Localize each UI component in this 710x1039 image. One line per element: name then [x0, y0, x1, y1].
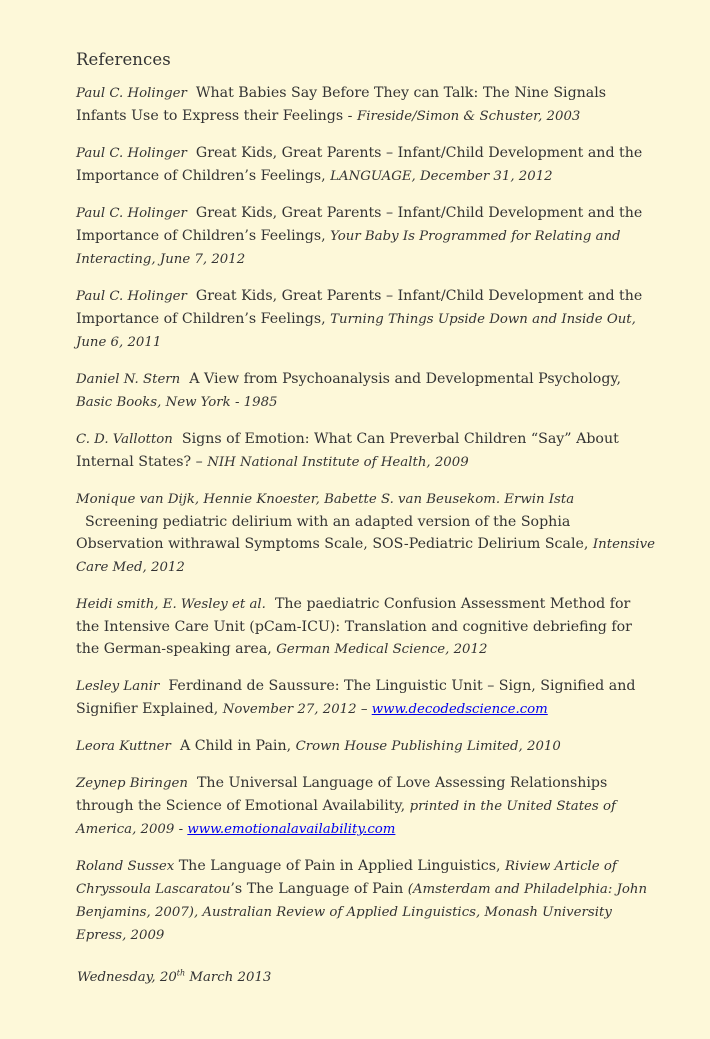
footer-date-day: Wednesday, 20	[77, 970, 177, 985]
reference-author: Lesley Lanir	[76, 679, 160, 694]
reference-item	[76, 593, 656, 661]
reference-title: Signs of Emotion: What Can Preverbal Children “Say” About Internal States? –	[76, 431, 619, 470]
reference-source-continued: (Amsterdam and Philadelphia: John Benjamins, 2007), Australian Review of Applied Linguistics, Monash University Epress, 2009	[76, 882, 648, 943]
reference-title: Great Kids, Great Parents – Infant/Child Development and the Importance of Children’s Feelings,	[76, 288, 643, 327]
reference-author: Daniel N. Stern	[76, 372, 181, 387]
reference-item	[76, 772, 656, 841]
reference-source: LANGUAGE, December 31, 2012	[330, 169, 553, 184]
reference-author: Leora Kuttner	[76, 739, 171, 754]
reference-title: Ferdinand de Saussure: The Linguistic Unit – Sign, Signified and Signifier Explained,	[76, 678, 636, 717]
reference-author: Monique van Dijk, Hennie Knoester, Babette S. van Beusekom. Erwin Ista	[76, 492, 575, 507]
emotionalavailability-link[interactable]: www.emotionalavailability.com	[187, 822, 396, 837]
reference-title: What Babies Say Before They can Talk: The Nine Signals Infants Use to Express their Feelings -	[76, 85, 607, 124]
reference-author: Zeynep Biringen	[76, 776, 188, 791]
reference-title: Screening pediatric delirium with an adapted version of the Sophia Observation withrawal Symptoms Scale, SOS-Pediatric Delirium Scale,	[76, 514, 593, 552]
reference-item	[76, 675, 656, 721]
reference-author: Heidi smith, E. Wesley et al.	[76, 597, 266, 612]
reference-title: The paediatric Confusion Assessment Method for the Intensive Care Unit (pCam-ICU): Translation and cognitive debriefing for the German-speaking area,	[76, 596, 632, 657]
reference-source: November 27, 2012 –	[222, 702, 372, 717]
reference-item	[76, 368, 656, 414]
reference-title: The Language of Pain in Applied Linguistics,	[178, 858, 506, 874]
reference-item	[76, 142, 656, 188]
reference-source: NIH National Institute of Health, 2009	[207, 455, 469, 470]
references-heading: References	[76, 50, 171, 69]
decodedscience-link[interactable]: www.decodedscience.com	[371, 702, 548, 717]
reference-source: Intensive Care Med, 2012	[76, 537, 655, 575]
reference-author: Paul C. Holinger	[76, 289, 187, 304]
reference-title-continued: ’s The Language of Pain	[230, 881, 408, 897]
reference-author: Roland Sussex	[76, 859, 175, 874]
reference-item	[76, 82, 656, 128]
reference-item	[76, 202, 656, 271]
reference-title: Great Kids, Great Parents – Infant/Child Development and the Importance of Children’s Feelings,	[76, 145, 643, 184]
reference-item	[76, 735, 656, 758]
reference-list	[76, 82, 656, 947]
reference-author: Paul C. Holinger	[76, 86, 187, 101]
reference-title: A Child in Pain,	[179, 738, 296, 754]
reference-source: Basic Books, New York - 1985	[76, 395, 278, 410]
reference-item	[76, 285, 656, 354]
reference-item	[76, 428, 656, 474]
reference-item	[76, 855, 656, 947]
footer-date-ordinal: th	[176, 968, 186, 978]
reference-source: Turning Things Upside Down and Inside Out, June 6, 2011	[76, 312, 636, 350]
reference-author: Paul C. Holinger	[76, 146, 187, 161]
reference-author: C. D. Vallotton	[76, 432, 173, 447]
reference-item	[76, 488, 656, 579]
reference-source: Crown House Publishing Limited, 2010	[295, 739, 561, 754]
reference-source: Riview Article of Chryssoula Lascaratou	[76, 859, 617, 897]
footer-date	[77, 970, 271, 985]
reference-title: Great Kids, Great Parents – Infant/Child Development and the Importance of Children’s Feelings,	[76, 205, 643, 244]
reference-source: Fireside/Simon & Schuster, 2003	[356, 109, 581, 124]
reference-source: German Medical Science, 2012	[276, 642, 488, 657]
reference-title: A View from Psychoanalysis and Developmental Psychology,	[189, 371, 622, 387]
reference-source: printed in the United States of America, 2009 -	[76, 799, 616, 837]
reference-title: The Universal Language of Love Assessing Relationships through the Science of Emotional Availability,	[76, 775, 608, 814]
footer-date-rest: March 2013	[185, 970, 272, 985]
reference-source: Your Baby Is Programmed for Relating and Interacting, June 7, 2012	[76, 229, 621, 267]
reference-author: Paul C. Holinger	[76, 206, 187, 221]
